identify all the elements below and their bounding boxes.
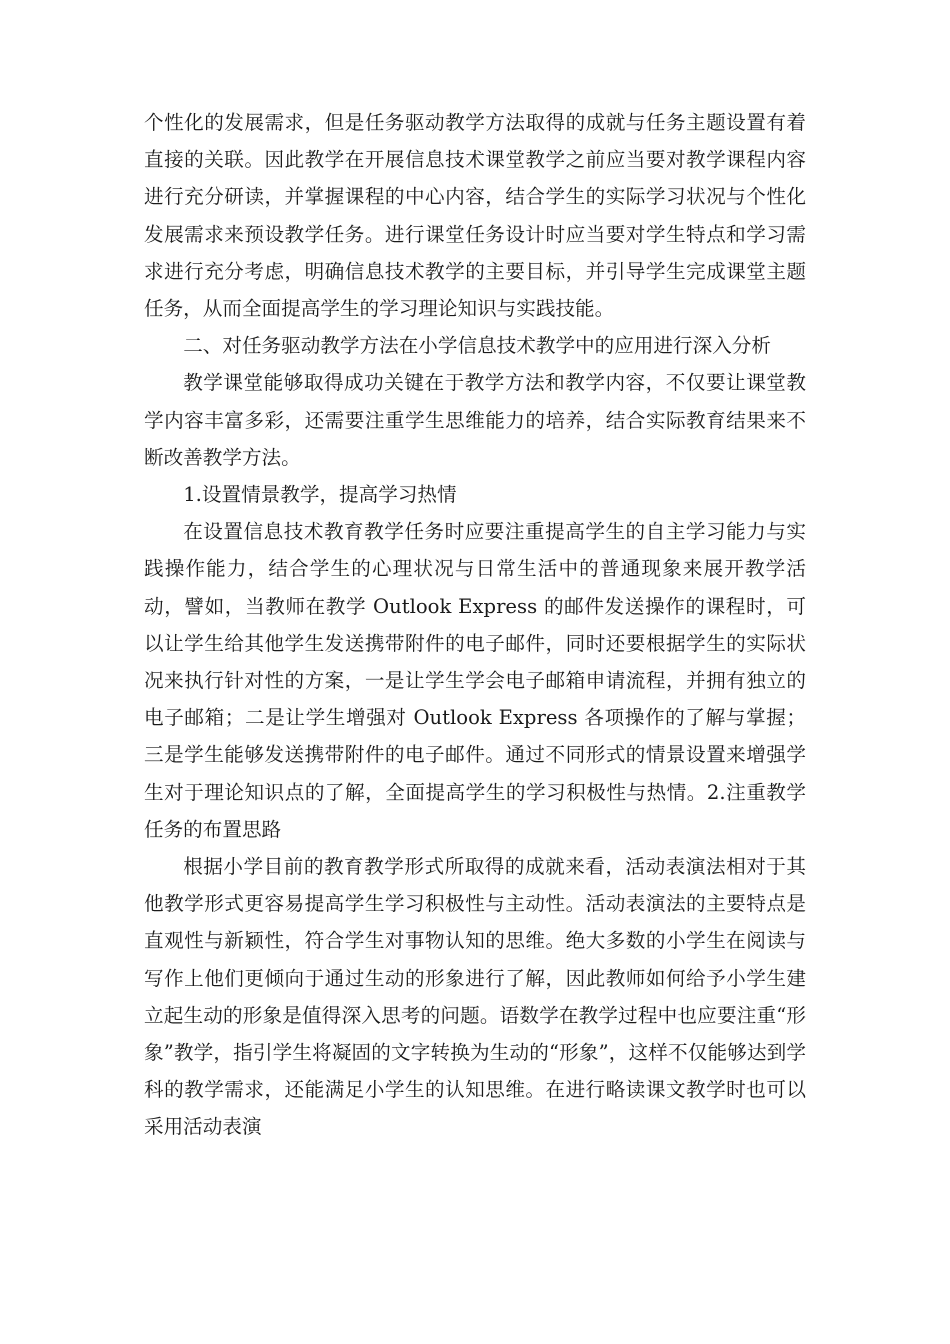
subsection-heading-1: 1.设置情景教学，提高学习热情	[183, 483, 457, 507]
document-page	[144, 104, 806, 1146]
paragraph-continued: 个性化的发展需求，但是任务驱动教学方法取得的成就与任务主题设置有着直接的关联。因此教学在开展信息技术课堂教学之前应当要对教学课程内容进行充分研读，并掌握课程的中心内容，结合学生的实际学习状况与个性化发展需求来预设教学任务。进行课堂任务设计时应当要对学生特点和学习需求进行充分考虑，明确信息技术教学的主要目标，并引导学生完成课堂主题任务，从而全面提高学生的学习理论知识与实践技能。	[144, 111, 806, 321]
section-heading-2: 二、对任务驱动教学方法在小学信息技术教学中的应用进行深入分析	[183, 334, 771, 358]
paragraph-activity-performance: 根据小学目前的教育教学形式所取得的成就来看，活动表演法相对于其他教学形式更容易提高学生学习积极性与主动性。活动表演法的主要特点是直观性与新颖性，符合学生对事物认知的思维。绝大多数的小学生在阅读与写作上他们更倾向于通过生动的形象进行了解，因此教师如何给予小学生建立起生动的形象是值得深入思考的问题。语数学在教学过程中也应要注重“形象”教学，指引学生将凝固的文字转换为生动的“形象”，这样不仅能够达到学科的教学需求，还能满足小学生的认知思维。在进行略读课文教学时也可以采用活动表演	[144, 855, 806, 1139]
paragraph-section-2-intro: 教学课堂能够取得成功关键在于教学方法和教学内容，不仅要让课堂教学内容丰富多彩，还需要注重学生思维能力的培养，结合实际教育结果来不断改善教学方法。	[144, 371, 806, 469]
paragraph-scenario-teaching: 在设置信息技术教育教学任务时应要注重提高学生的自主学习能力与实践操作能力，结合学生的心理状况与日常生活中的普通现象来展开教学活动，譬如，当教师在教学 Outlook Express 的邮件发送操作的课程时，可以让学生给其他学生发送携带附件的电子邮件，同时还要根据学生的实际状况来执行针对性的方案，一是让学生学会电子邮箱申请流程，并拥有独立的电子邮箱；二是让学生增强对 Outlook Express 各项操作的了解与掌握；三是学生能够发送携带附件的电子邮件。通过不同形式的情景设置来增强学生对于理论知识点的了解，全面提高学生的学习积极性与热情。2.注重教学任务的布置思路	[144, 520, 806, 841]
